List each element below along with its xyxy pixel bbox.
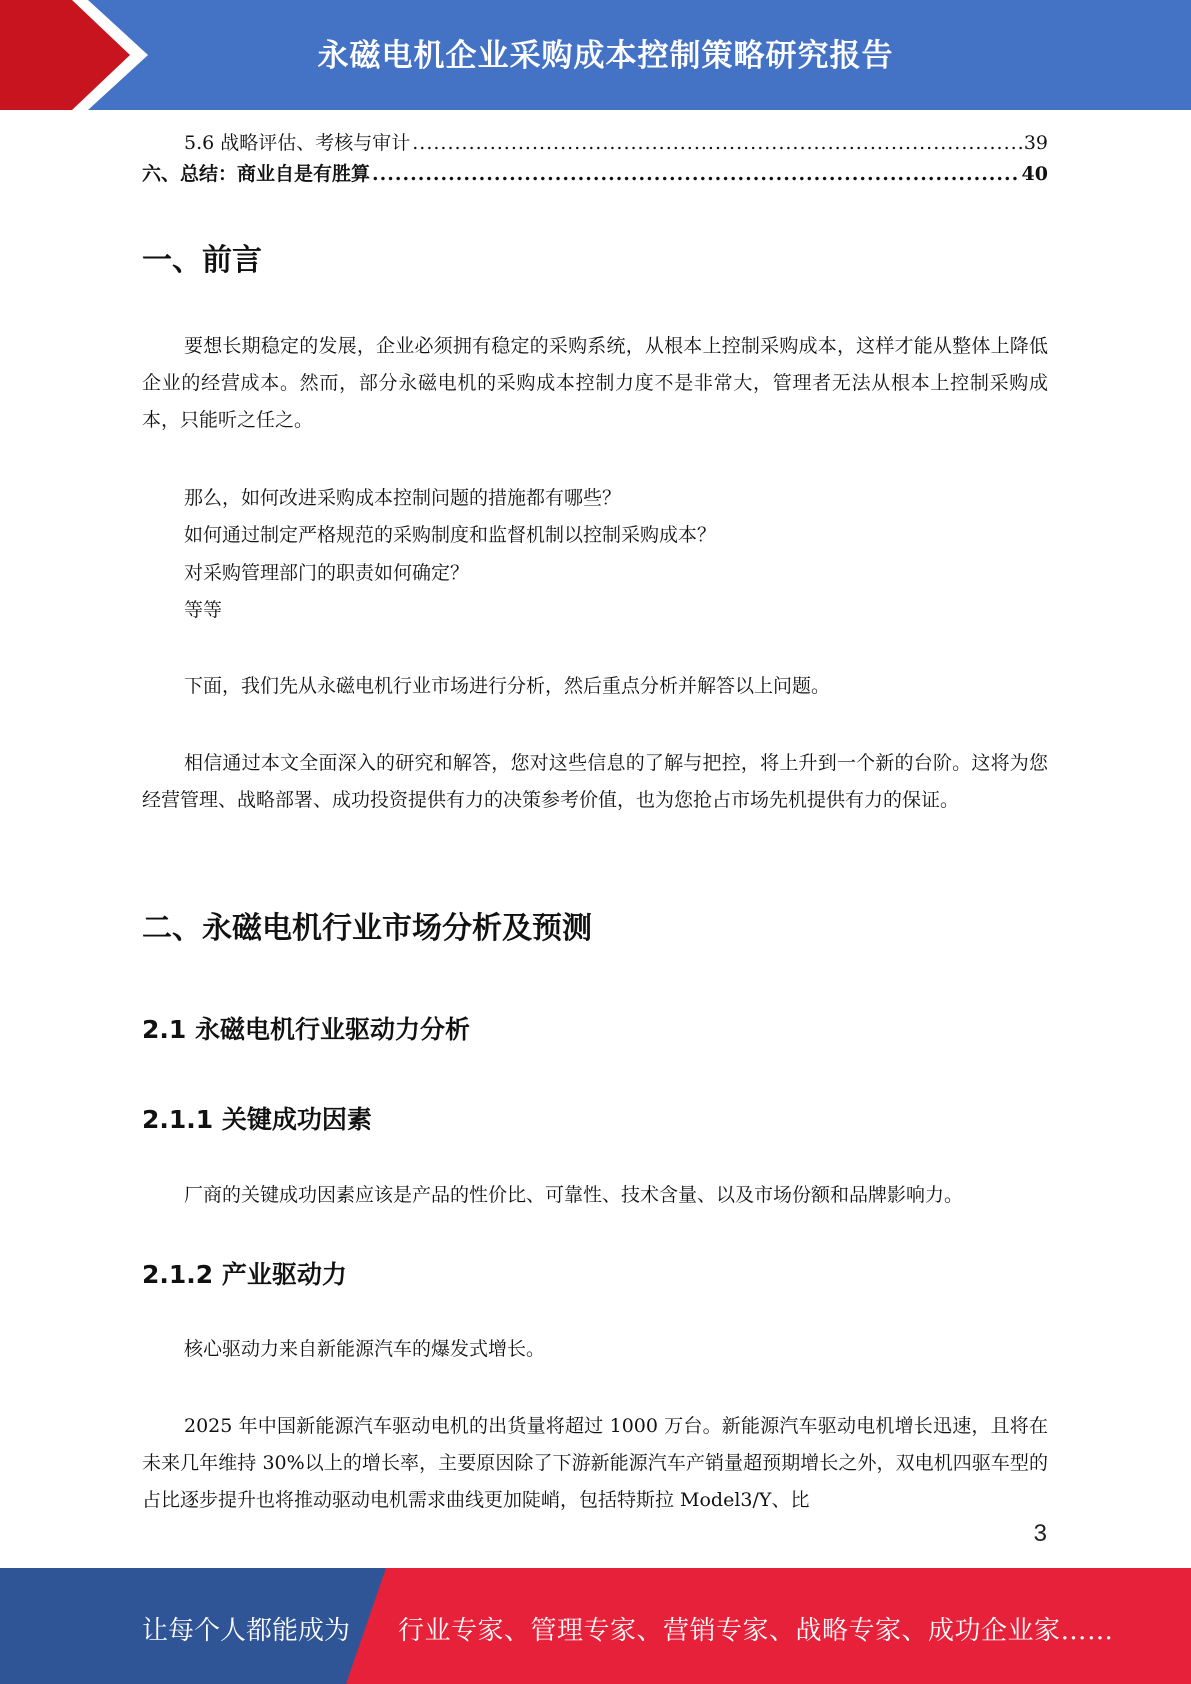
section-heading-2-1: 2.1 永磁电机行业驱动力分析 bbox=[142, 1015, 470, 1044]
toc-entry-page: 40 bbox=[1021, 163, 1048, 185]
section-paragraph: 厂商的关键成功因素应该是产品的性价比、可靠性、技术含量、以及市场份额和品牌影响力。 bbox=[184, 1184, 964, 1206]
document-title: 永磁电机企业采购成本控制策略研究报告 bbox=[317, 38, 894, 74]
question-line: 对采购管理部门的职责如何确定？ bbox=[184, 562, 470, 584]
preface-heading: 一、前言 bbox=[142, 243, 262, 278]
footer-slogan-left: 让每个人都能成为 bbox=[142, 1616, 351, 1646]
section-paragraph: 核心驱动力来自新能源汽车的爆发式增长。 bbox=[184, 1338, 546, 1360]
toc-entry-label: 六、总结：商业自是有胜算 bbox=[142, 163, 371, 185]
section-heading-2-1-2: 2.1.2 产业驱动力 bbox=[142, 1260, 347, 1289]
question-line: 如何通过制定严格规范的采购制度和监督机制以控制采购成本？ bbox=[184, 524, 717, 546]
page-number: 3 bbox=[1033, 1520, 1047, 1547]
toc-entry-page: 39 bbox=[1023, 132, 1048, 154]
preface-paragraph: 要想长期稳定的发展，企业必须拥有稳定的采购系统，从根本上控制采购成本，这样才能从整体上降低企业的经营成本。然而，部分永磁电机的采购成本控制力度不是非常大，管理者无法从根本上控制采购成本，只能听之任之。 bbox=[142, 335, 1048, 431]
page-header bbox=[0, 0, 1191, 110]
section-heading-2-1-1: 2.1.1 关键成功因素 bbox=[142, 1105, 372, 1134]
toc-leader-dots bbox=[412, 131, 1022, 155]
toc-entry[interactable] bbox=[142, 162, 1048, 186]
preface-paragraph: 相信通过本文全面深入的研究和解答，您对这些信息的了解与把控，将上升到一个新的台阶。这将为您经营管理、战略部署、成功投资提供有力的决策参考价值，也为您抢占市场先机提供有力的保证。 bbox=[142, 752, 1048, 811]
footer-slogan-right: 行业专家、管理专家、营销专家、战略专家、成功企业家…… bbox=[398, 1616, 1114, 1646]
question-line: 那么，如何改进采购成本控制问题的措施都有哪些？ bbox=[184, 487, 622, 509]
market-heading: 二、永磁电机行业市场分析及预测 bbox=[142, 911, 592, 946]
toc-entry[interactable] bbox=[142, 131, 1048, 155]
question-line: 等等 bbox=[184, 599, 223, 621]
toc-leader-dots bbox=[372, 162, 1020, 186]
page-footer bbox=[0, 1568, 1191, 1684]
preface-paragraph: 下面，我们先从永磁电机行业市场进行分析，然后重点分析并解答以上问题。 bbox=[184, 675, 831, 697]
section-paragraph: 2025 年中国新能源汽车驱动电机的出货量将超过 1000 万台。新能源汽车驱动电机增长迅速，且将在未来几年维持 30%以上的增长率，主要原因除了下游新能源汽车产销量超预期增长之外，双电机四驱车型的占比逐步提升也将推动驱动电机需求曲线更加陡峭，包括特斯拉 Model3/Y、比 bbox=[142, 1415, 1048, 1511]
toc-entry-label: 5.6 战略评估、考核与审计 bbox=[184, 132, 411, 154]
